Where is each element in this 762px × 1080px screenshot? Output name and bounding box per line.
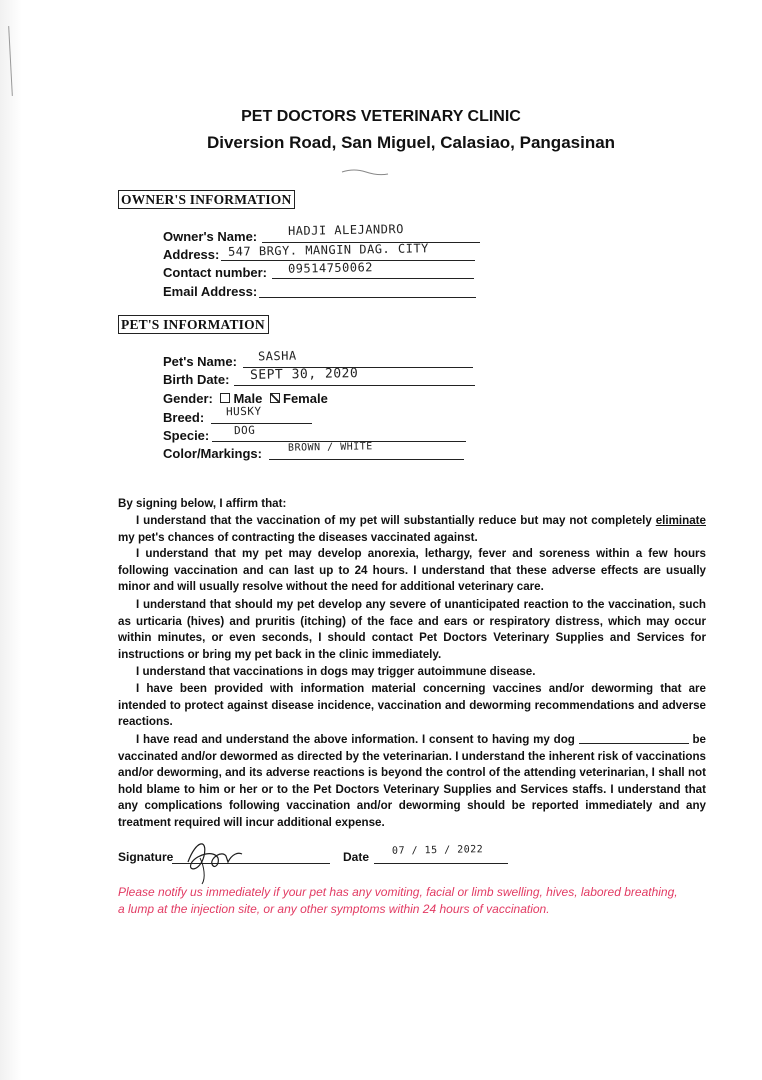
color-markings-value[interactable]: BROWN / WHITE: [287, 441, 373, 454]
clinic-address: Diversion Road, San Miguel, Calasiao, Pangasinan: [206, 133, 616, 152]
p6-text-b: be vaccinated and/or dewormed as directed by the veterinarian. I understand the inherent risk of vaccinations and/or deworming, and its adverse reactions is beyond the control of the attending veterinarian, I shall not hold blame to him or her or to the Pet Doctors Veterinary Supplies and Services staffs. I understand that any complications following vaccination and/or deworming should be reported immediately and any treatment required will incur additional expense.: [118, 733, 706, 829]
specie-value[interactable]: DOG: [233, 423, 256, 438]
pen-mark: [340, 166, 390, 178]
contact-number-label: Contact number:: [163, 265, 267, 280]
contact-number-value[interactable]: 09514750062: [287, 260, 374, 276]
pet-section-title: PET'S INFORMATION: [118, 315, 269, 334]
affirmation-paragraph-4: [118, 664, 706, 681]
p1-eliminate: eliminate: [655, 514, 706, 527]
specie-label: Specie:: [163, 428, 210, 443]
p5-text: I have been provided with information material concerning vaccines and/or deworming that are intended to protect against disease incidence, vaccination and deworming recommendations and adverse reactions.: [118, 682, 706, 729]
owner-section-title: OWNER'S INFORMATION: [118, 190, 295, 209]
affirmation-paragraph-3: [118, 597, 706, 663]
date-line: [374, 863, 508, 864]
affirmation-paragraph-5: [118, 681, 706, 731]
p4-text: I understand that vaccinations in dogs may trigger autoimmune disease.: [136, 665, 536, 678]
breed-label: Breed:: [163, 410, 205, 425]
color-markings-label: Color/Markings:: [163, 446, 262, 461]
p1-text-a: I understand that the vaccination of my pet will substantially reduce but may not completely: [136, 514, 652, 527]
birth-date-value[interactable]: SEPT 30, 2020: [249, 366, 359, 383]
owner-address-label: Address:: [163, 247, 220, 262]
scan-edge-shadow: [0, 0, 22, 1080]
handwritten-signature[interactable]: [178, 832, 258, 888]
gender-label: Gender:: [163, 391, 213, 406]
gender-female-label: Female: [283, 391, 328, 406]
p1-text-c: my pet's chances of contracting the diseases vaccinated against.: [118, 530, 478, 544]
breed-value[interactable]: HUSKY: [225, 404, 262, 419]
pet-name-label: Pet's Name:: [163, 354, 237, 369]
breed-line: [211, 423, 312, 424]
gender-male-label: Male: [233, 391, 263, 406]
owner-name-value[interactable]: HADJI ALEJANDRO: [287, 221, 404, 239]
color-markings-line: [269, 459, 464, 460]
dog-name-blank[interactable]: [579, 733, 689, 744]
pet-name-value[interactable]: SASHA: [257, 348, 297, 364]
contact-number-line: [272, 278, 474, 279]
gender-field: [163, 391, 328, 406]
email-line: [259, 297, 476, 298]
p6-text-a: I have read and understand the above information. I consent to having my dog: [136, 733, 575, 746]
birth-date-line: [234, 385, 475, 386]
affirmation-intro: By signing below, I affirm that:: [118, 497, 287, 510]
date-value[interactable]: 07 / 15 / 2022: [391, 844, 484, 857]
owner-address-value[interactable]: 547 BRGY. MANGIN DAG. CITY: [227, 241, 429, 259]
affirmation-paragraph-2: [118, 546, 706, 596]
birth-date-label: Birth Date:: [163, 372, 230, 387]
date-label: Date: [343, 850, 370, 864]
owner-name-label: Owner's Name:: [163, 229, 258, 244]
email-label: Email Address:: [163, 284, 258, 299]
affirmation-paragraph-6: [118, 732, 706, 832]
signature-label: Signature: [118, 850, 174, 864]
affirmation-paragraph-1: [118, 513, 706, 546]
vaccination-notice: Please notify us immediately if your pet has any vomiting, facial or limb swelling, hives, labored breathing, a lump at the injection site, or any other symptoms within 24 hours of vaccination.: [118, 885, 678, 916]
clinic-name: PET DOCTORS VETERINARY CLINIC: [241, 108, 521, 125]
p3-text: I understand that should my pet develop any severe of unanticipated reaction to the vaccination, such as urticaria (hives) and pruritis (itching) of the face and ears or respiratory distress, which may occur within minutes, or even seconds, I should contact Pet Doctors Veterinary Supplies and Services for instructions or bring my pet back in the clinic immediately.: [118, 598, 706, 661]
gender-female-checkbox[interactable]: [270, 393, 280, 403]
gender-male-checkbox[interactable]: [220, 393, 230, 403]
p2-text: I understand that my pet may develop anorexia, lethargy, fever and soreness within a few hours following vaccination and can last up to 24 hours. I understand that these adverse effects are usually minor and will usually resolve without the need for additional veterinary care.: [118, 547, 706, 594]
